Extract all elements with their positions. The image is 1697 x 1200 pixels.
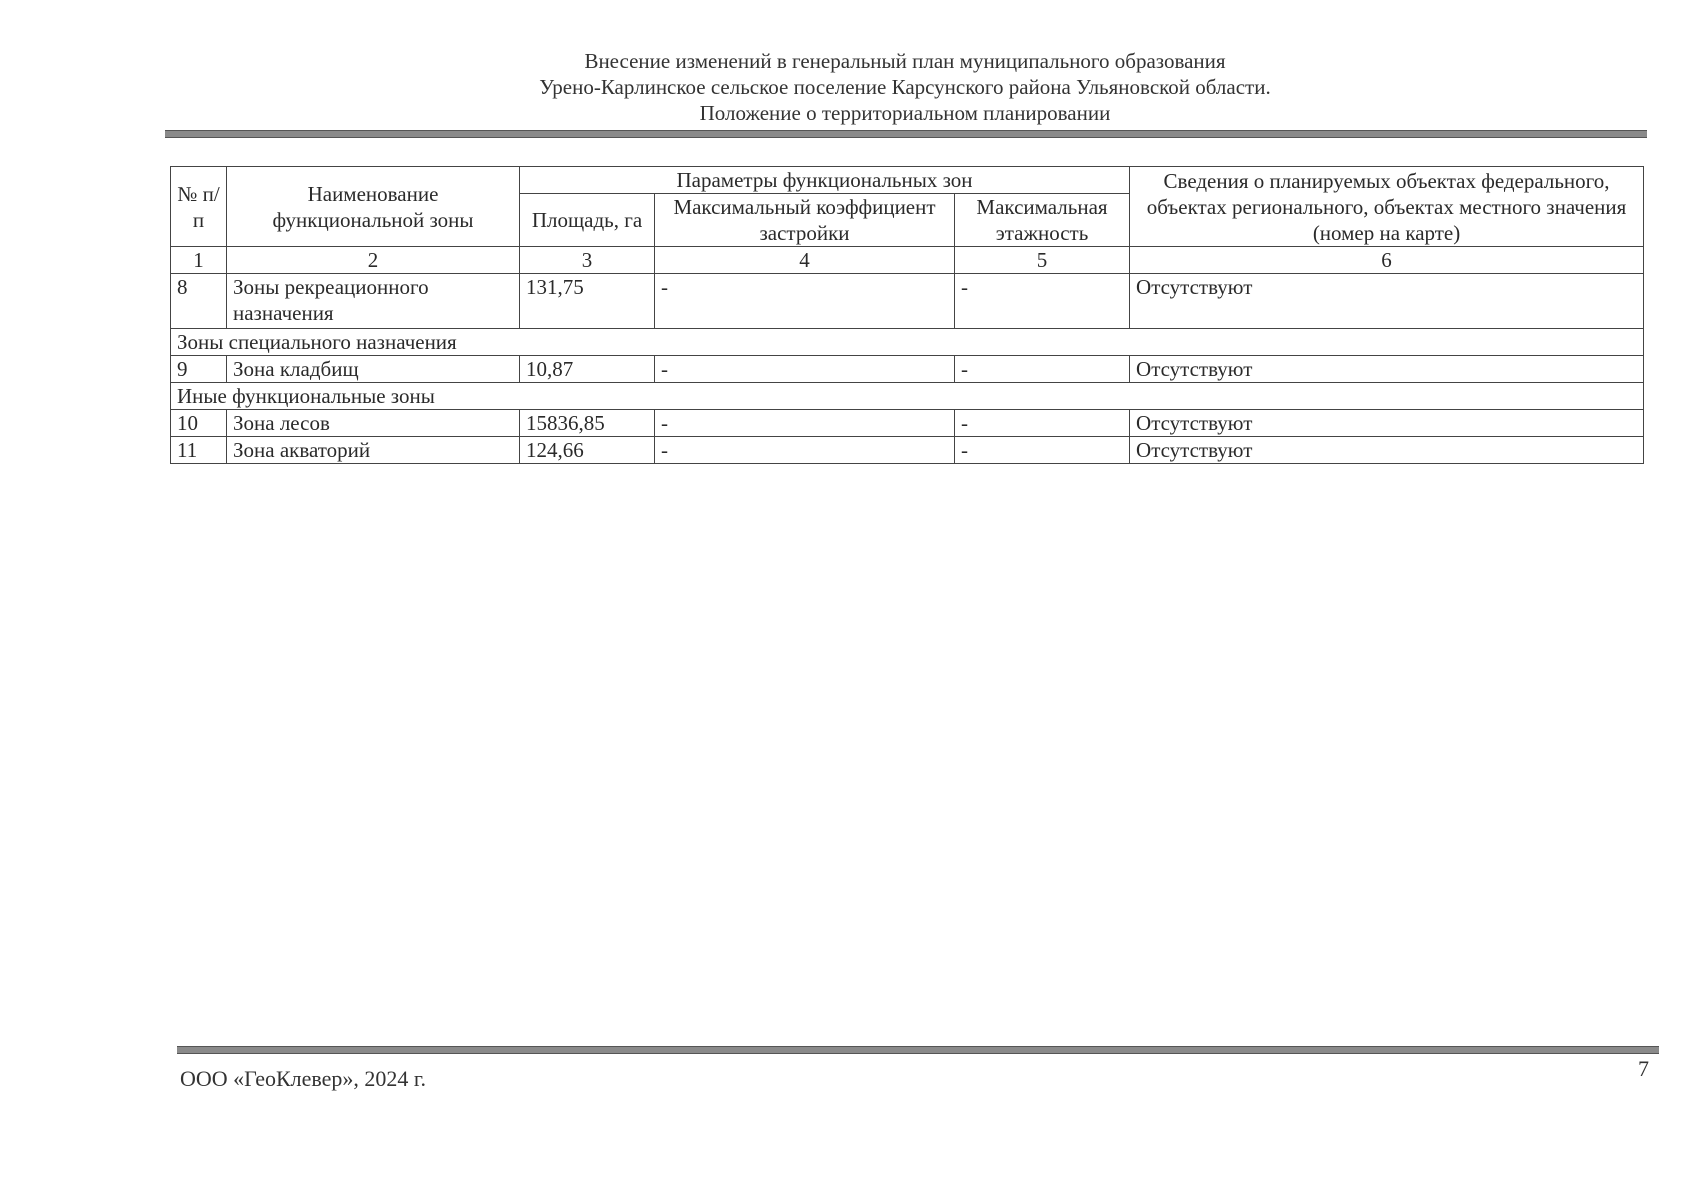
functional-zones-table — [170, 166, 1644, 464]
section-row-other — [171, 383, 1644, 410]
row-floors: - — [955, 274, 1130, 329]
header-max-coef: Максимальный коэффициент застройки — [655, 194, 955, 247]
section-title-other: Иные функциональные зоны — [171, 383, 1644, 410]
header-params-group: Параметры функциональных зон — [520, 167, 1130, 194]
section-row-special — [171, 329, 1644, 356]
row-floors: - — [955, 437, 1130, 464]
col-number: 6 — [1130, 247, 1644, 274]
row-name: Зона лесов — [227, 410, 520, 437]
row-area: 124,66 — [520, 437, 655, 464]
row-floors: - — [955, 356, 1130, 383]
row-name: Зона кладбищ — [227, 356, 520, 383]
header-objects: Сведения о планируемых объектах федерального, объектах регионального, объектах местного значения (номер на карте) — [1130, 167, 1644, 247]
row-name: Зоны рекреационного назначения — [227, 274, 520, 329]
page-number: 7 — [1638, 1056, 1649, 1081]
row-coef: - — [655, 437, 955, 464]
col-number: 5 — [955, 247, 1130, 274]
table-row — [171, 356, 1644, 383]
row-objects: Отсутствуют — [1130, 437, 1644, 464]
row-num: 8 — [171, 274, 227, 329]
row-objects: Отсутствуют — [1130, 356, 1644, 383]
row-num: 11 — [171, 437, 227, 464]
row-area: 15836,85 — [520, 410, 655, 437]
table-header-row — [171, 167, 1644, 194]
column-numbers-row — [171, 247, 1644, 274]
header-name: Наименование функциональной зоны — [227, 167, 520, 247]
page-header — [165, 48, 1645, 126]
row-coef: - — [655, 274, 955, 329]
col-number: 1 — [171, 247, 227, 274]
row-num: 10 — [171, 410, 227, 437]
header-line-3: Положение о территориальном планировании — [699, 101, 1111, 125]
table-row — [171, 274, 1644, 329]
header-divider — [165, 130, 1647, 138]
table-row — [171, 437, 1644, 464]
header-max-floors: Максимальная этажность — [955, 194, 1130, 247]
header-line-1: Внесение изменений в генеральный план муниципального образования — [584, 49, 1226, 73]
header-area: Площадь, га — [520, 194, 655, 247]
header-num: № п/п — [171, 167, 227, 247]
col-number: 2 — [227, 247, 520, 274]
row-coef: - — [655, 410, 955, 437]
row-coef: - — [655, 356, 955, 383]
table-row — [171, 410, 1644, 437]
header-line-2: Урено-Карлинское сельское поселение Карсунского района Ульяновской области. — [539, 75, 1271, 99]
col-number: 3 — [520, 247, 655, 274]
row-objects: Отсутствуют — [1130, 274, 1644, 329]
row-num: 9 — [171, 356, 227, 383]
row-objects: Отсутствуют — [1130, 410, 1644, 437]
row-area: 131,75 — [520, 274, 655, 329]
row-floors: - — [955, 410, 1130, 437]
col-number: 4 — [655, 247, 955, 274]
row-area: 10,87 — [520, 356, 655, 383]
footer-company: ООО «ГеоКлевер», 2024 г. — [180, 1066, 426, 1091]
section-title-special: Зоны специального назначения — [171, 329, 1644, 356]
row-name: Зона акваторий — [227, 437, 520, 464]
footer-divider — [177, 1046, 1659, 1054]
